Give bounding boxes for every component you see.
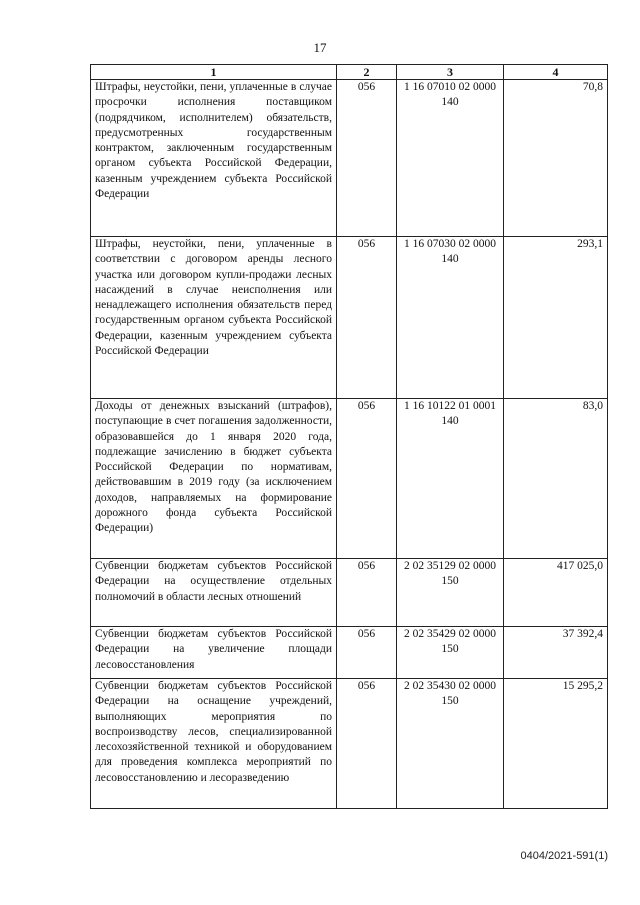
admin-code: 056 (337, 237, 397, 399)
table-row (91, 627, 608, 679)
revenue-name: Субвенции бюджетам субъектов Российской Федерации на оснащение учреждений, выполняющих мероприятия по воспроизводству лесов, специализированной лесохозяйственной техникой и оборудованием для проведения комплекса мероприятий по лесовосстановлению и лесоразведению (91, 679, 337, 809)
page-number: 17 (313, 40, 327, 55)
header-col-1: 1 (91, 65, 337, 80)
table-row (91, 679, 608, 809)
table-row (91, 237, 608, 399)
header-col-3: 3 (397, 65, 504, 80)
admin-code: 056 (337, 399, 397, 559)
revenue-table (90, 64, 608, 809)
table-header-row (91, 65, 608, 80)
amount: 417 025,0 (504, 559, 608, 627)
budget-classification-code: 1 16 10122 01 0001 140 (397, 399, 504, 559)
amount: 37 392,4 (504, 627, 608, 679)
amount: 293,1 (504, 237, 608, 399)
budget-classification-code: 2 02 35430 02 0000 150 (397, 679, 504, 809)
revenue-name: Субвенции бюджетам субъектов Российской Федерации на осуществление отдельных полномочий в области лесных отношений (91, 559, 337, 627)
revenue-name: Штрафы, неустойки, пени, уплаченные в соответствии с договором аренды лесного участка или договором купли-продажи лесных насаждений в случае неисполнения или ненадлежащего исполнения обязательств перед государственным органом субъекта Российской Федерации, казенным учреждением субъекта Российской Федерации (91, 237, 337, 399)
table-row (91, 559, 608, 627)
admin-code: 056 (337, 627, 397, 679)
revenue-name: Субвенции бюджетам субъектов Российской Федерации на увеличение площади лесовосстановления (91, 627, 337, 679)
budget-classification-code: 2 02 35129 02 0000 150 (397, 559, 504, 627)
amount: 15 295,2 (504, 679, 608, 809)
amount: 83,0 (504, 399, 608, 559)
table-row (91, 399, 608, 559)
budget-classification-code: 1 16 07010 02 0000 140 (397, 80, 504, 237)
header-col-4: 4 (504, 65, 608, 80)
amount: 70,8 (504, 80, 608, 237)
header-col-2: 2 (337, 65, 397, 80)
admin-code: 056 (337, 559, 397, 627)
table-row (91, 80, 608, 237)
revenue-name: Доходы от денежных взысканий (штрафов), поступающие в счет погашения задолженности, образовавшейся до 1 января 2020 года, подлежащие зачислению в бюджет субъекта Российской Федерации по нормативам, действовавшим в 2019 году (за исключением доходов, направляемых на формирование дорожного фонда субъекта Российской Федерации) (91, 399, 337, 559)
revenue-name: Штрафы, неустойки, пени, уплаченные в случае просрочки исполнения поставщиком (подрядчиком, исполнителем) обязательств, предусмотренных государственным контрактом, заключенным государственным органом субъекта Российской Федерации, казенным учреждением субъекта Российской Федерации (91, 80, 337, 237)
document-code: 0404/2021-591(1) (520, 850, 608, 862)
budget-classification-code: 1 16 07030 02 0000 140 (397, 237, 504, 399)
admin-code: 056 (337, 80, 397, 237)
admin-code: 056 (337, 679, 397, 809)
budget-classification-code: 2 02 35429 02 0000 150 (397, 627, 504, 679)
